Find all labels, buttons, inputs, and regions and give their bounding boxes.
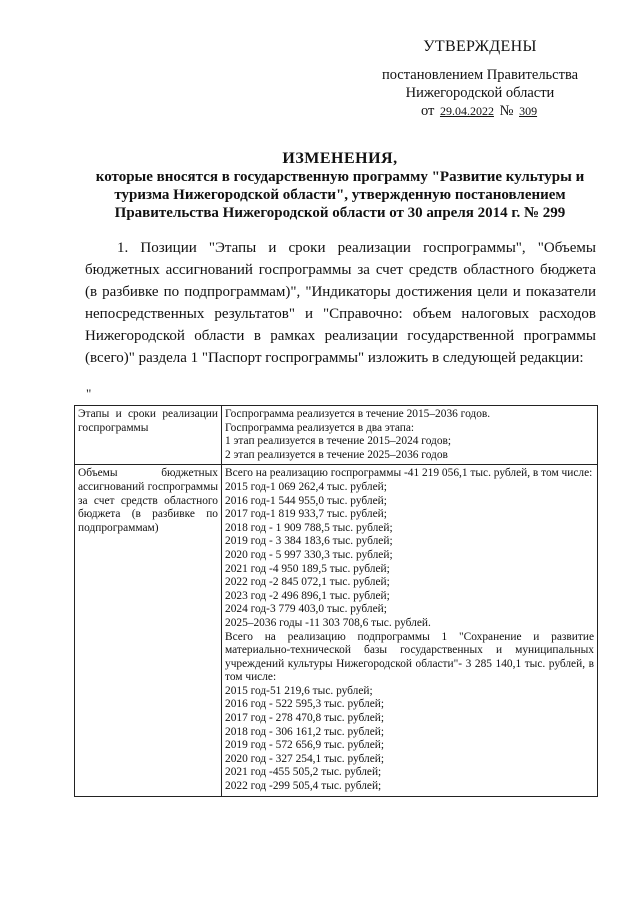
budget-year: 2020 год - 5 997 330,3 тыс. рублей; [225,548,393,561]
budget-year: 2018 год - 1 909 788,5 тыс. рублей; [225,521,393,534]
budget-total: Всего на реализацию госпрограммы -41 219 056,1 тыс. рублей, в том числе: [225,467,593,480]
approval-date: 29.04.2022 [439,104,494,118]
approval-stamp [340,38,620,120]
budget-year: 2024 год-3 779 403,0 тыс. рублей; [225,603,387,616]
table-row [75,406,598,465]
title-line-2: которые вносятся в государственную программу "Развитие культуры и [95,169,585,185]
row-value-stages [222,406,598,465]
subprogram-year: 2020 год - 327 254,1 тыс. рублей; [225,752,385,765]
date-prefix: от [420,103,435,119]
row-label-stages: Этапы и сроки реализации госпрограммы [75,406,222,465]
stage-line: Госпрограмма реализуется в течение 2015–2036 годов. [225,408,491,420]
budget-year: 2016 год-1 544 955,0 тыс. рублей; [225,494,387,507]
budget-year: 2019 год - 3 384 183,6 тыс. рублей; [225,535,393,548]
approval-line-1: постановлением Правительства [381,67,579,83]
subprogram-year: 2015 год-51 219,6 тыс. рублей; [225,684,373,697]
budget-year: 2017 год-1 819 933,7 тыс. рублей; [225,508,387,521]
title-line-1: ИЗМЕНЕНИЯ, [282,150,398,167]
subprogram-year: 2016 год - 522 595,3 тыс. рублей; [225,698,385,711]
approval-date-line [340,102,620,120]
row-label-budget: Объемы бюджетных ассигнований госпрограммы за счет средств областного бюджета (в разбивке по подпрограммам) [75,465,222,796]
opening-quote: " [86,386,92,401]
budget-year: 2021 год -4 950 189,5 тыс. рублей; [225,562,390,575]
stage-line: Госпрограмма реализуется в два этапа: [225,421,415,434]
body-paragraph [85,237,596,369]
table-row [75,465,598,796]
passport-table [74,405,598,797]
subprogram-year: 2018 год - 306 161,2 тыс. рублей; [225,725,385,738]
title-line-3: туризма Нижегородской области", утвержденную постановлением [114,187,566,203]
subprogram-year: 2019 год - 572 656,9 тыс. рублей; [225,739,385,752]
budget-year: 2025–2036 годы -11 303 708,6 тыс. рублей. [225,616,431,629]
approval-number: 309 [519,104,538,118]
stage-line: 1 этап реализуется в течение 2015–2024 годов; [225,435,452,448]
row-value-budget [222,465,598,796]
budget-year: 2015 год-1 069 262,4 тыс. рублей; [225,480,387,493]
subprogram-year: 2021 год -455 505,2 тыс. рублей; [225,766,382,779]
subprogram-total: Всего на реализацию подпрограммы 1 "Сохранение и развитие материально-технической базы государственных и муниципальных учреждений культуры Нижегородской области"- 3 285 140,1 тыс. рублей, в том числе: [225,630,594,684]
document-title [60,150,620,222]
subprogram-year: 2022 год -299 505,4 тыс. рублей; [225,780,382,793]
paragraph-text: 1. Позиции "Этапы и сроки реализации госпрограммы", "Объемы бюджетных ассигнований госпрограммы за счет средств областного бюджета (в разбивке по подпрограммам)", "Индикаторы достижения цели и показатели непосредственных результатов" и "Справочно: объем налоговых расходов Нижегородской области в рамках реализации государственной программы (всего)" раздела 1 "Паспорт госпрограммы" изложить в следующей редакции: [85,240,596,366]
stage-line: 2 этап реализуется в течение 2025–2036 годов [225,448,448,461]
subprogram-year: 2017 год - 278 470,8 тыс. рублей; [225,712,385,725]
budget-year: 2022 год -2 845 072,1 тыс. рублей; [225,576,390,589]
number-sign: № [499,103,514,119]
budget-year: 2023 год -2 496 896,1 тыс. рублей; [225,589,390,602]
approval-line-2: Нижегородской области [405,85,555,101]
title-line-4: Правительства Нижегородской области от 30 апреля 2014 г. № 299 [114,205,566,221]
approval-heading: УТВЕРЖДЕНЫ [423,38,537,55]
